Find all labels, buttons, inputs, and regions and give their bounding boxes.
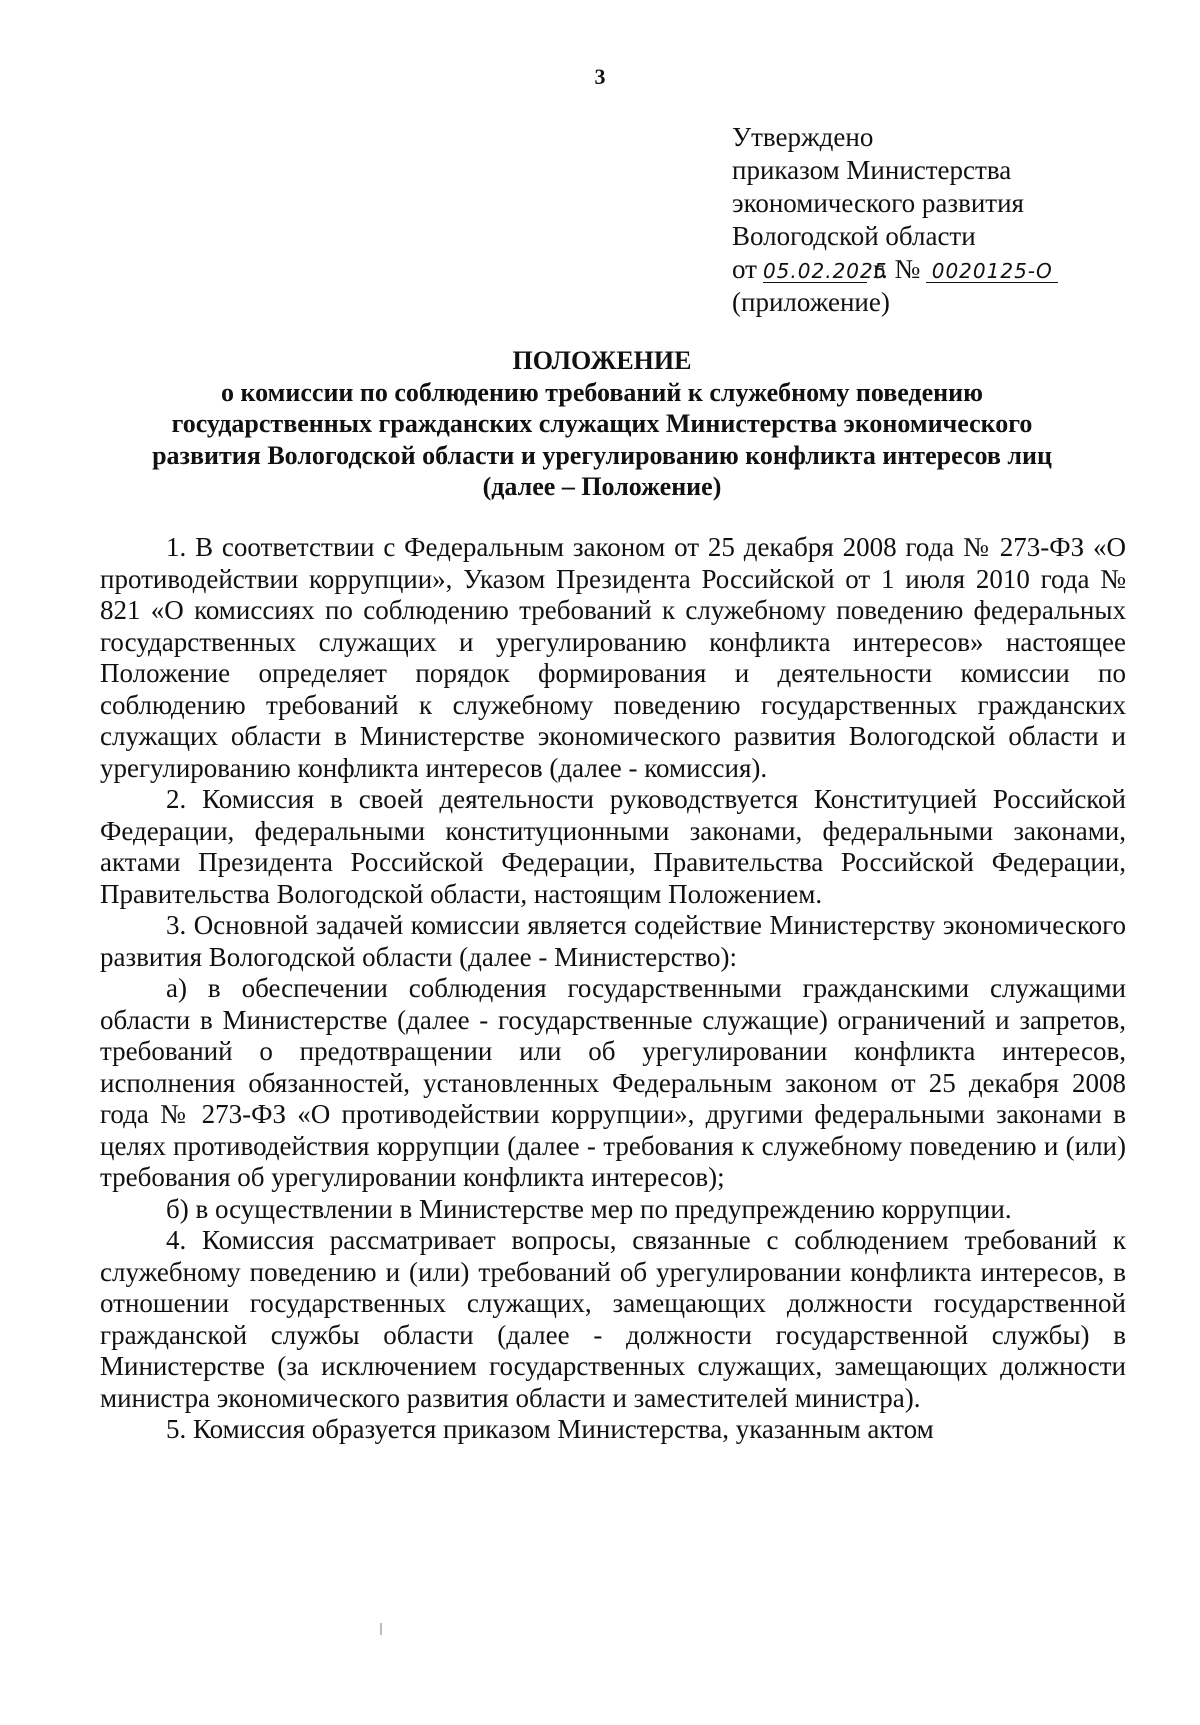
approval-block	[732, 121, 1152, 319]
approval-line-4: Вологодской области	[732, 221, 976, 251]
title-line-4: (далее – Положение)	[482, 472, 722, 501]
page-number: 3	[594, 64, 606, 89]
paragraph-3a: а) в обеспечении соблюдения государственными гражданскими служащими области в Министерстве (далее - государственные служащие) ограничений и запретов, требований о предотвращении или об урегулировании конфликта интересов, исполнения обязанностей, установленных Федеральным законом от 25 декабря 2008 года № 273-ФЗ «О противодействии коррупции», другими федеральными законами в целях противодействия коррупции (далее - требования к служебному поведению и (или) требования об урегулировании конфликта интересов);	[100, 973, 1126, 1192]
title-line-1: о комиссии по соблюдению требований к служебному поведению	[221, 377, 983, 407]
approval-line-1: Утверждено	[732, 122, 874, 152]
document-body	[100, 532, 1126, 1446]
handwritten-date: 05.02.2025	[762, 259, 888, 283]
approval-line-3: экономического развития	[732, 188, 1024, 218]
approval-year-number-label: г. №	[872, 254, 921, 284]
approval-from-label: от	[732, 254, 757, 284]
approval-date-line	[732, 253, 1152, 286]
paragraph-3: 3. Основной задачей комиссии является содействие Министерству экономического развития Вологодской области (далее - Министерство):	[100, 910, 1126, 972]
title-line-2: государственных гражданских служащих Министерства экономического	[171, 409, 1033, 438]
approval-line-2: приказом Министерства	[732, 155, 1012, 185]
handwritten-order-number: 0020125-О	[926, 260, 1058, 283]
title-line-3: развития Вологодской области и урегулированию конфликта интересов лиц	[152, 440, 1052, 470]
paragraph-3b: б) в осуществлении в Министерстве мер по предупреждению коррупции.	[166, 1193, 1012, 1224]
paragraph-4: 4. Комиссия рассматривает вопросы, связанные с соблюдением требований к служебному поведению и (или) требований об урегулировании конфликта интересов, в отношении государственных служащих, замещающих должности государственной гражданской службы области (далее - должности государственной службы) в Министерстве (за исключением государственных служащих, замещающих должности министра экономического развития области и заместителей министра).	[100, 1225, 1126, 1413]
approval-appendix: (приложение)	[732, 287, 890, 317]
paragraph-2: 2. Комиссия в своей деятельности руководствуется Конституцией Российской Федерации, федеральными конституционными законами, федеральными законами, актами Президента Российской Федерации, Правительства Российской Федерации, Правительства Вологодской области, настоящим Положением.	[100, 784, 1126, 909]
paragraph-1: 1. В соответствии с Федеральным законом от 25 декабря 2008 года № 273-ФЗ «О противодействии коррупции», Указом Президента Российской от 1 июля 2010 года № 821 «О комиссиях по соблюдению требований к служебному поведению федеральных государственных служащих и урегулированию конфликта интересов» настоящее Положение определяет порядок формирования и деятельности комиссии по соблюдению требований к служебному поведению государственных гражданских служащих области в Министерстве экономического развития Вологодской области и урегулированию конфликта интересов (далее - комиссия).	[100, 532, 1126, 783]
document-title	[100, 345, 1104, 503]
title-heading: ПОЛОЖЕНИЕ	[512, 346, 692, 375]
paragraph-5: 5. Комиссия образуется приказом Министерства, указанным актом	[166, 1414, 934, 1444]
scan-speck	[380, 1623, 382, 1635]
